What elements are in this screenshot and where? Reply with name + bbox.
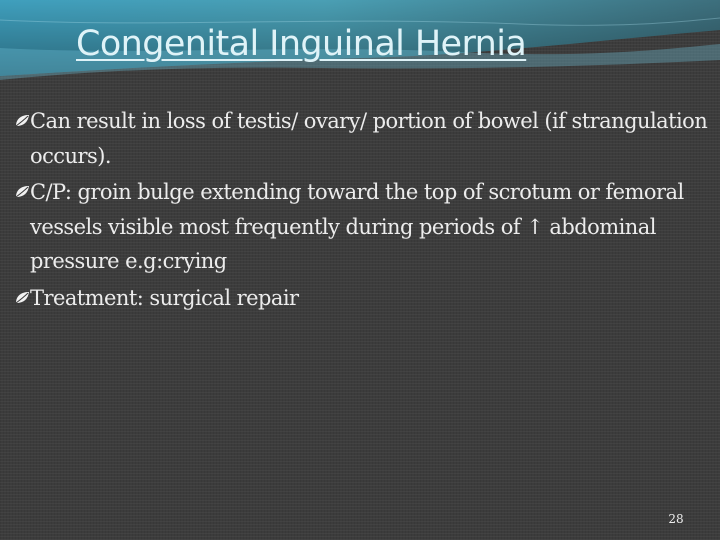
bullet-text: Treatment: surgical repair (30, 285, 299, 310)
bullet-item (14, 104, 716, 173)
leaf-bullet-icon (14, 113, 31, 129)
bullet-item (14, 175, 716, 279)
bullet-list (14, 104, 716, 317)
leaf-bullet-icon (14, 290, 31, 306)
bullet-item (14, 281, 716, 316)
slide-title: Congenital Inguinal Hernia (76, 24, 527, 64)
leaf-bullet-icon (14, 184, 31, 200)
page-number: 28 (668, 512, 684, 526)
bullet-text: C/P: groin bulge extending toward the top of scrotum or femoral vessels visible most frequently during periods of ↑ abdominal pressure e.g:crying (30, 180, 684, 273)
bullet-text: Can result in loss of testis/ ovary/ portion of bowel (if strangulation occurs). (30, 109, 708, 168)
